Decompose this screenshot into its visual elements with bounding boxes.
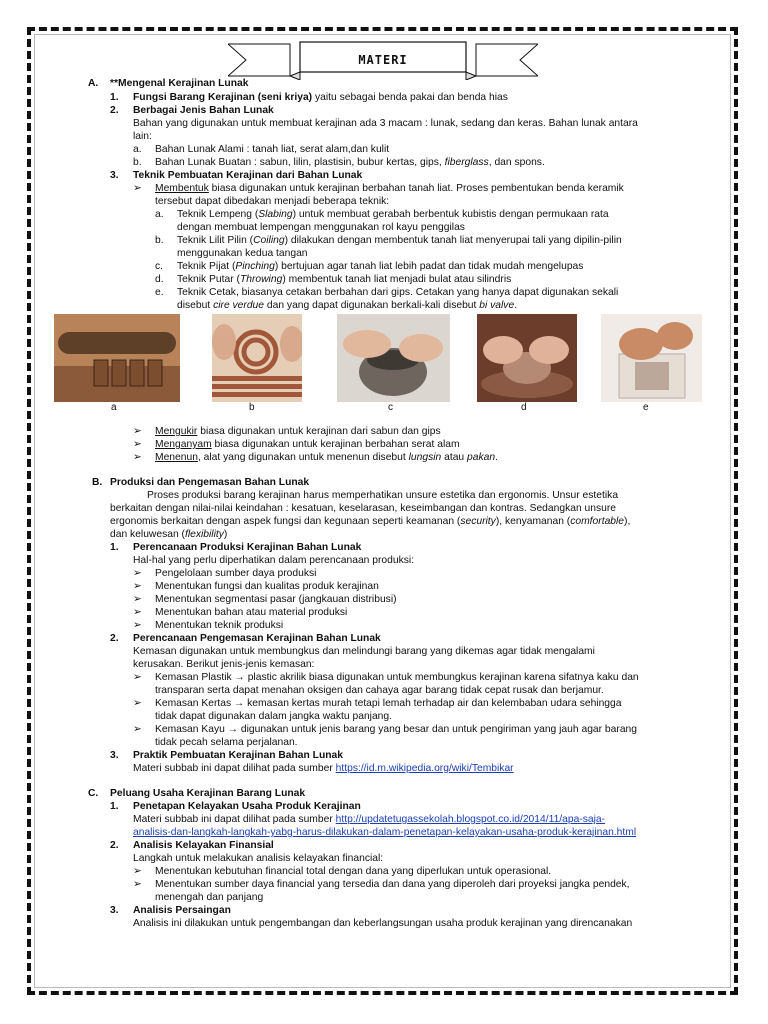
source-link[interactable]: http://updatetugassekolah.blogspot.co.id/2014/11/apa-saja- [335, 814, 606, 825]
text-line [110, 169, 119, 182]
text-line [110, 632, 119, 645]
text-span: Teknik Lilit Pilin ( [177, 235, 254, 246]
text-line [177, 208, 609, 221]
text-line [110, 476, 309, 489]
text-span: tidak dapat digunakan dalam jangka waktu panjang. [155, 711, 392, 722]
text-span: Teknik Lempeng ( [177, 209, 259, 220]
text-line [147, 489, 618, 502]
text-span: Menentukan bahan atau material produksi [155, 607, 348, 618]
text-line [110, 528, 227, 541]
bold-text: 3. [110, 750, 119, 761]
text-line [155, 195, 389, 208]
photo-caption-d: d [521, 402, 527, 413]
text-span: Teknik Pijat ( [177, 261, 236, 272]
italic-term: fiberglass [444, 157, 489, 168]
text-line [133, 645, 595, 658]
text-line [133, 117, 638, 130]
bold-text: Peluang Usaha Kerajinan Barang Lunak [110, 788, 306, 799]
text-span: ), [624, 516, 631, 527]
text-span: ➢ [133, 568, 142, 579]
text-span: ) membentuk tanah liat menjadi bulat atau silindris [282, 274, 512, 285]
text-line [110, 502, 616, 515]
bold-text: 1. [110, 92, 119, 103]
wheel-throwing-photo-icon [477, 314, 577, 402]
text-line [155, 619, 283, 632]
text-line [155, 865, 551, 878]
text-line [133, 606, 142, 619]
text-span: Langkah untuk melakukan analisis kelayakan financial: [133, 853, 384, 864]
text-line [133, 904, 231, 917]
text-line [133, 554, 414, 567]
text-span: b. [133, 157, 142, 168]
text-line [133, 451, 142, 464]
coil-photo-icon [212, 314, 302, 402]
text-span: . [495, 452, 498, 463]
text-line [133, 567, 142, 580]
text-line [110, 904, 119, 917]
underlined-term: Membentuk [155, 183, 209, 194]
source-link[interactable]: https://id.m.wikipedia.org/wiki/Tembikar [335, 763, 514, 774]
text-line [155, 438, 460, 451]
text-span: ➢ [133, 594, 142, 605]
text-line [110, 515, 630, 528]
source-link[interactable]: analisis-dan-langkah-langkah-yabg-harus-dilakukan-dalam-penetapan-kelayakan-usaha-produk-kerajinan.html [133, 827, 637, 838]
italic-term: flexibility [184, 529, 224, 540]
photo-casting-technique [601, 314, 702, 402]
text-line [155, 580, 379, 593]
text-span: Kemasan Kertas → kemasan kertas murah tetapi lemah terhadap air dan kelembaban udara sehingga [155, 698, 622, 709]
text-line [155, 451, 498, 464]
text-span: tersebut dapat dibedakan menjadi beberapa teknik: [155, 196, 390, 207]
text-line [133, 878, 142, 891]
bold-text: 3. [110, 170, 119, 181]
text-span: Menentukan sumber daya financial yang tersedia dan dana yang diperoleh dari proyeksi jangka pendek, [155, 879, 630, 890]
text-span: d. [155, 274, 164, 285]
text-line [133, 632, 381, 645]
text-span: Menentukan segmentasi pasar (jangkauan distribusi) [155, 594, 397, 605]
bold-text: 1. [110, 801, 119, 812]
text-line [155, 606, 347, 619]
photo-coiling-technique [212, 314, 302, 402]
text-line [133, 130, 152, 143]
underlined-term: Menganyam [155, 439, 212, 450]
pinch-pot-photo-icon [337, 314, 450, 402]
text-line [155, 736, 298, 749]
text-span: b. [155, 235, 164, 246]
photo-caption-e: e [643, 402, 649, 413]
bold-text: Analisis Kelayakan Finansial [133, 840, 274, 851]
italic-term: security [460, 516, 496, 527]
text-line [155, 567, 316, 580]
text-span: Menentukan teknik produksi [155, 620, 284, 631]
text-span: dan yang dapat digunakan berkali-kali disebut [264, 300, 480, 311]
text-line [155, 208, 164, 221]
text-line [133, 143, 142, 156]
text-line [133, 91, 508, 104]
text-span: dengan membuat lempengan menggunakan rol kayu penggilas [177, 222, 465, 233]
underlined-term: Menenun [155, 452, 198, 463]
text-line [155, 593, 397, 606]
text-line [133, 826, 636, 839]
text-span: tidak pecah selama perjalanan. [155, 737, 298, 748]
text-span: Hal-hal yang perlu diperhatikan dalam perencanaan produksi: [133, 555, 415, 566]
text-line [110, 839, 119, 852]
italic-term: Coiling [253, 235, 285, 246]
text-span: ➢ [133, 672, 142, 683]
text-span: Materi subbab ini dapat dilihat pada sumber [133, 814, 336, 825]
text-line [177, 221, 465, 234]
text-span: ➢ [133, 724, 142, 735]
text-line [133, 723, 142, 736]
text-span: Kemasan digunakan untuk membungkus dan melindungi barang yang dikemas agar tidak mengalami [133, 646, 595, 657]
text-line [155, 234, 164, 247]
text-line [177, 260, 583, 273]
text-line [133, 852, 383, 865]
text-line [133, 593, 142, 606]
text-span: ➢ [133, 698, 142, 709]
text-line [133, 800, 361, 813]
text-span: Teknik Putar ( [177, 274, 240, 285]
text-span: ergonomis berkaitan dengan aspek fungsi dan kegunaan seperti keamanan ( [110, 516, 461, 527]
text-span: Materi subbab ini dapat dilihat pada sumber [133, 763, 336, 774]
bold-text: Analisis Persaingan [133, 905, 231, 916]
bold-text: A. [88, 78, 99, 89]
photo-slab-technique [54, 314, 180, 402]
text-span: Proses produksi barang kerajinan harus memperhatikan unsure estetika dan ergonomis. Unsur estetika [147, 490, 619, 501]
photo-throwing-technique [477, 314, 577, 402]
text-span: ➢ [133, 581, 142, 592]
text-line [133, 425, 142, 438]
text-span: Bahan Lunak Alami : tanah liat, serat alam,dan kulit [155, 144, 390, 155]
text-span: Kemasan Kayu → digunakan untuk jenis barang yang besar dan untuk pengiriman yang jauh agar barang [155, 724, 637, 735]
text-span: menengah dan panjang [155, 892, 264, 903]
text-line [177, 299, 517, 312]
slab-roller-photo-icon [54, 314, 180, 402]
text-span: a. [133, 144, 142, 155]
text-line [110, 749, 119, 762]
text-line [155, 425, 441, 438]
bold-text: 1. [110, 542, 119, 553]
text-line [110, 541, 119, 554]
text-line [155, 891, 263, 904]
text-line [177, 286, 618, 299]
bold-text: Fungsi Barang Kerajinan (seni kriya) [133, 92, 313, 103]
text-span: ➢ [133, 620, 142, 631]
text-line [133, 182, 142, 195]
bold-text: Perencanaan Produksi Kerajinan Bahan Lunak [133, 542, 362, 553]
text-span: kerusakan. Berikut jenis-jenis kemasan: [133, 659, 315, 670]
italic-term: bi valve [479, 300, 515, 311]
text-span: Bahan yang digunakan untuk membuat kerajinan ada 3 macam : lunak, sedang dan keras. Bahan lunak antara [133, 118, 638, 129]
text-line [133, 839, 274, 852]
text-line [92, 476, 102, 489]
text-line [88, 787, 98, 800]
bold-text: **Mengenal Kerajinan Lunak [110, 78, 249, 89]
text-span: ➢ [133, 879, 142, 890]
text-line [133, 438, 142, 451]
text-line [133, 658, 314, 671]
text-span: ➢ [133, 439, 142, 450]
text-line [133, 104, 274, 117]
text-span: yaitu sebagai benda pakai dan benda hias [312, 92, 508, 103]
text-line [177, 234, 622, 247]
bold-text: C. [88, 788, 99, 799]
text-span: menggunakan kedua tangan [177, 248, 308, 259]
bold-text: B. [92, 477, 103, 488]
photo-caption-c: c [388, 402, 393, 413]
text-span: e. [155, 287, 164, 298]
bold-text: Teknik Pembuatan Kerajinan dari Bahan Lunak [133, 170, 363, 181]
text-line [133, 697, 142, 710]
bold-text: 3. [110, 905, 119, 916]
text-line [133, 762, 514, 775]
text-line [155, 182, 624, 195]
italic-term: comfortable [570, 516, 625, 527]
text-span: ➢ [133, 607, 142, 618]
text-span: Kemasan Plastik → plastic akrilik biasa digunakan untuk membungkus kerajinan karena sifatnya kaku dan [155, 672, 639, 683]
text-span: ) dilakukan dengan membentuk tanah liat menyerupai tali yang dipilin-pilin [284, 235, 622, 246]
text-span: . [514, 300, 518, 311]
text-span: biasa digunakan untuk kerajinan dari sabun dan gips [197, 426, 441, 437]
bold-text: Penetapan Kelayakan Usaha Produk Kerajinan [133, 801, 361, 812]
text-span: Analisis ini dilakukan untuk pengembangan dan keberlangsungan usaha produk kerajinan yang direncanakan [133, 918, 633, 929]
plaster-mold-photo-icon [601, 314, 702, 402]
text-line [110, 800, 119, 813]
text-line [177, 273, 511, 286]
bold-text: Perencanaan Pengemasan Kerajinan Bahan Lunak [133, 633, 381, 644]
text-line [133, 156, 142, 169]
text-span: ) [223, 529, 228, 540]
photo-caption-a: a [111, 402, 117, 413]
text-span: ➢ [133, 183, 142, 194]
text-line [155, 723, 637, 736]
text-span: , alat yang digunakan untuk menenun disebut [197, 452, 409, 463]
text-span: Bahan Lunak Buatan : sabun, lilin, plastisin, bubur kertas, gips, [155, 157, 445, 168]
text-span: ➢ [133, 426, 142, 437]
text-line [155, 878, 630, 891]
text-line [110, 104, 119, 117]
text-line [133, 580, 142, 593]
text-span: Menentukan kebutuhan financial total dengan dana yang diperlukan untuk operasional. [155, 866, 552, 877]
text-line [133, 865, 142, 878]
text-line [88, 77, 98, 90]
text-line [155, 156, 545, 169]
text-line [133, 169, 362, 182]
text-span: transparan serta dapat menahan oksigen dan cahaya agar barang tidak cepat rusak dan berjamur. [155, 685, 604, 696]
text-line [155, 684, 604, 697]
text-line [133, 541, 361, 554]
photo-pinching-technique [337, 314, 450, 402]
bold-text: 2. [110, 105, 119, 116]
text-line [155, 260, 163, 273]
italic-term: Throwing [239, 274, 283, 285]
text-line [110, 91, 119, 104]
italic-term: Slabing [258, 209, 293, 220]
italic-term: cire verdue [213, 300, 265, 311]
text-line [155, 143, 389, 156]
text-span: ) bertujuan agar tanah liat lebih padat dan tidak mudah mengelupas [274, 261, 584, 272]
italic-term: Pinching [235, 261, 275, 272]
text-span: disebut [177, 300, 214, 311]
text-line [177, 247, 308, 260]
text-line [155, 671, 639, 684]
text-span: biasa digunakan untuk kerajinan berbahan tanah liat. Proses pembentukan benda keramik [208, 183, 624, 194]
text-span: ), kenyamanan ( [495, 516, 571, 527]
text-span: ➢ [133, 866, 142, 877]
photo-caption-b: b [249, 402, 255, 413]
text-line [155, 697, 622, 710]
text-line [155, 273, 164, 286]
text-span: dan keluwesan ( [110, 529, 185, 540]
text-span: Menentukan fungsi dan kualitas produk kerajinan [155, 581, 379, 592]
text-line [110, 787, 305, 800]
text-span: berkaitan dengan nilai-nilai keindahan : kesatuan, keselarasan, keseimbangan dan kontras. Sedangkan unsure [110, 503, 617, 514]
text-line [133, 749, 343, 762]
text-span: lain: [133, 131, 152, 142]
text-line [133, 671, 142, 684]
text-line [133, 917, 632, 930]
bold-text: Produksi dan Pengemasan Bahan Lunak [110, 477, 310, 488]
text-line [155, 710, 392, 723]
text-line [133, 619, 142, 632]
bold-text: 2. [110, 840, 119, 851]
text-span: , dan spons. [488, 157, 545, 168]
page-title: MATERI [358, 53, 408, 67]
underlined-term: Mengukir [155, 426, 198, 437]
text-span: atau [441, 452, 468, 463]
italic-term: pakan [467, 452, 496, 463]
text-span: Teknik Cetak, biasanya cetakan berbahan dari gips. Cetakan yang hanya dapat digunakan sekali [177, 287, 619, 298]
text-span: biasa digunakan untuk kerajinan berbahan serat alam [211, 439, 460, 450]
text-line [155, 286, 164, 299]
text-span: c. [155, 261, 164, 272]
bold-text: Praktik Pembuatan Kerajinan Bahan Lunak [133, 750, 344, 761]
text-span: ) untuk membuat gerabah berbentuk kubistis dengan permukaan rata [292, 209, 609, 220]
text-span: Pengelolaan sumber daya produksi [155, 568, 317, 579]
bold-text: 2. [110, 633, 119, 644]
italic-term: lungsin [408, 452, 442, 463]
text-span: ➢ [133, 452, 142, 463]
bold-text: Berbagai Jenis Bahan Lunak [133, 105, 274, 116]
text-line [133, 813, 605, 826]
text-span: a. [155, 209, 164, 220]
text-line [110, 77, 248, 90]
